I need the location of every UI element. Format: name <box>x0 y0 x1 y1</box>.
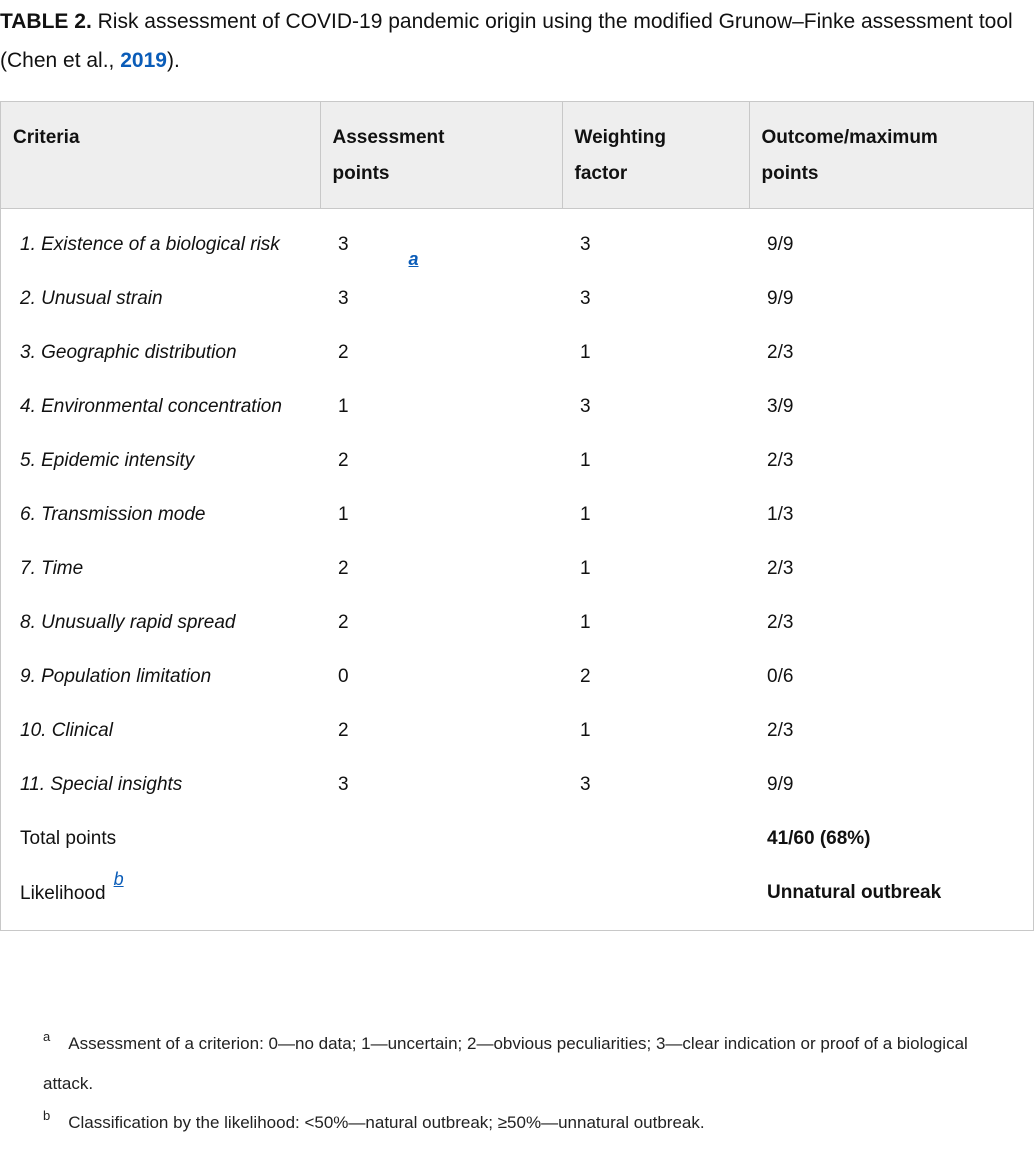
footnote-a-text: Assessment of a criterion: 0—no data; 1—uncertain; 2—obvious peculiarities; 3—clear indication or proof of a biological attack. <box>43 1034 968 1093</box>
caption-text: Risk assessment of COVID-19 pandemic origin using the modified Grunow–Finke assessment tool (Chen et al., <box>0 10 1013 72</box>
total-row <box>1 812 1034 866</box>
empty-cell <box>320 812 562 866</box>
outcome-cell: 9/9 <box>767 288 794 309</box>
criteria-cell: 3. Geographic distribution <box>20 342 237 363</box>
table-header-row <box>1 102 1034 209</box>
citation-link[interactable]: 2019 <box>120 49 167 72</box>
weight-cell: 1 <box>580 504 591 525</box>
outcome-cell: 2/3 <box>767 342 794 363</box>
points-cell: 3 <box>338 234 349 255</box>
table-row <box>1 326 1034 380</box>
points-cell: 1 <box>338 504 349 525</box>
criteria-cell: 10. Clinical <box>20 720 113 741</box>
outcome-cell: 2/3 <box>767 450 794 471</box>
likelihood-outcome: Unnatural outbreak <box>767 882 942 903</box>
footnote-a-mark: a <box>43 1029 51 1044</box>
criteria-cell: 5. Epidemic intensity <box>20 450 195 471</box>
footnote-a <box>43 1024 1003 1103</box>
table-row <box>1 704 1034 758</box>
criteria-cell: 8. Unusually rapid spread <box>20 612 236 633</box>
weight-cell: 2 <box>580 666 591 687</box>
table-footnotes <box>43 1024 1003 1143</box>
outcome-cell: 9/9 <box>767 234 794 255</box>
outcome-cell: 2/3 <box>767 612 794 633</box>
table-caption <box>0 2 1030 80</box>
table-row <box>1 209 1034 273</box>
footnote-b <box>43 1103 1003 1143</box>
table-row <box>1 272 1034 326</box>
outcome-cell: 2/3 <box>767 558 794 579</box>
caption-text-end: ). <box>166 49 180 72</box>
outcome-cell: 3/9 <box>767 396 794 417</box>
header-criteria: Criteria <box>1 102 321 209</box>
header-outcome: Outcome/maximum points <box>749 102 1034 209</box>
points-cell: 0 <box>338 666 349 687</box>
weight-cell: 1 <box>580 342 591 363</box>
footnote-b-mark: b <box>43 1108 51 1123</box>
weight-cell: 1 <box>580 720 591 741</box>
likelihood-cell <box>1 866 321 931</box>
table-row <box>1 434 1034 488</box>
table-label: TABLE 2. <box>0 10 92 33</box>
weight-cell: 3 <box>580 234 591 255</box>
likelihood-row <box>1 866 1034 931</box>
outcome-cell: 2/3 <box>767 720 794 741</box>
criteria-cell: 1. Existence of a biological risk <box>20 234 280 255</box>
header-weighting-factor: Weighting factor <box>562 102 749 209</box>
criteria-cell: 11. Special insights <box>20 774 183 795</box>
risk-assessment-table <box>0 101 1034 931</box>
criteria-cell: 9. Population limitation <box>20 666 212 687</box>
weight-cell: 1 <box>580 450 591 471</box>
outcome-cell: 0/6 <box>767 666 794 687</box>
criteria-cell: 7. Time <box>20 558 84 579</box>
header-assessment-points: Assessment points a <box>320 102 562 209</box>
weight-cell: 1 <box>580 612 591 633</box>
footnote-b-link[interactable]: b <box>113 869 124 889</box>
weight-cell: 1 <box>580 558 591 579</box>
empty-cell <box>562 812 749 866</box>
table-row <box>1 488 1034 542</box>
outcome-cell: 9/9 <box>767 774 794 795</box>
points-cell: 1 <box>338 396 349 417</box>
weight-cell: 3 <box>580 396 591 417</box>
total-label: Total points <box>20 828 117 849</box>
points-cell: 2 <box>338 612 349 633</box>
criteria-cell: 6. Transmission mode <box>20 504 206 525</box>
total-outcome: 41/60 (68%) <box>767 828 871 849</box>
table-row <box>1 596 1034 650</box>
points-cell: 2 <box>338 720 349 741</box>
weight-cell: 3 <box>580 288 591 309</box>
footnote-a-link[interactable]: a <box>408 248 419 269</box>
points-cell: 2 <box>338 342 349 363</box>
empty-cell <box>562 866 749 931</box>
likelihood-label: Likelihood <box>20 883 106 904</box>
criteria-cell: 2. Unusual strain <box>20 288 163 309</box>
table-row <box>1 380 1034 434</box>
weight-cell: 3 <box>580 774 591 795</box>
footnote-b-text: Classification by the likelihood: <50%—natural outbreak; ≥50%—unnatural outbreak. <box>68 1113 705 1132</box>
table-row <box>1 758 1034 812</box>
points-cell: 2 <box>338 558 349 579</box>
points-cell: 3 <box>338 288 349 309</box>
table-row <box>1 650 1034 704</box>
points-cell: 2 <box>338 450 349 471</box>
table-row <box>1 542 1034 596</box>
empty-cell <box>320 866 562 931</box>
criteria-cell: 4. Environmental concentration <box>20 396 282 417</box>
outcome-cell: 1/3 <box>767 504 794 525</box>
points-cell: 3 <box>338 774 349 795</box>
